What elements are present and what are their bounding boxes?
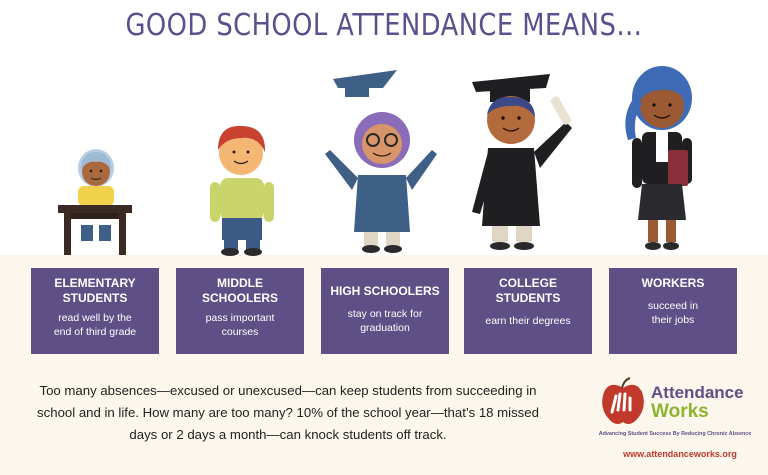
card-title: HIGH SCHOOLERS	[330, 284, 440, 298]
card-high	[321, 268, 449, 354]
card-title: ELEMENTARY STUDENTS	[54, 276, 136, 305]
card-description: pass important courses	[205, 312, 275, 338]
logo-name-line2: Works	[651, 401, 709, 422]
card-description: read well by the end of third grade	[53, 312, 137, 338]
card-middle	[176, 268, 304, 354]
logo-tagline: Advancing Student Success By Reducing Chronic Absence	[598, 431, 752, 437]
card-title: WORKERS	[641, 276, 705, 290]
website-link[interactable]: www.attendanceworks.org	[623, 449, 737, 459]
card-description: stay on track for graduation	[347, 308, 423, 334]
card-title: MIDDLE SCHOOLERS	[201, 276, 278, 305]
worker-figure	[625, 66, 692, 250]
card-elementary	[31, 268, 159, 354]
logo-name-line1: Attendance	[651, 383, 744, 402]
absence-paragraph: Too many absences—excused or unexcused—can keep students from succeeding in school and in life. How many are too many? 10% of the school year—that’s 18 missed days or 2 days a month—can knock students off track.	[37, 383, 539, 442]
card-college	[464, 268, 592, 354]
page-title: GOOD SCHOOL ATTENDANCE MEANS…	[125, 8, 643, 43]
high-schooler-figure	[325, 70, 437, 253]
apple-hand-icon	[600, 376, 646, 426]
card-description: earn their degrees	[485, 315, 571, 327]
elementary-student-figure	[58, 149, 132, 255]
middle-schooler-figure	[210, 126, 274, 256]
card-title: COLLEGE STUDENTS	[495, 276, 561, 305]
college-student-figure	[472, 74, 572, 250]
card-description: succeed in their jobs	[647, 300, 699, 326]
card-workers	[609, 268, 737, 354]
logo-wordmark	[651, 383, 744, 422]
